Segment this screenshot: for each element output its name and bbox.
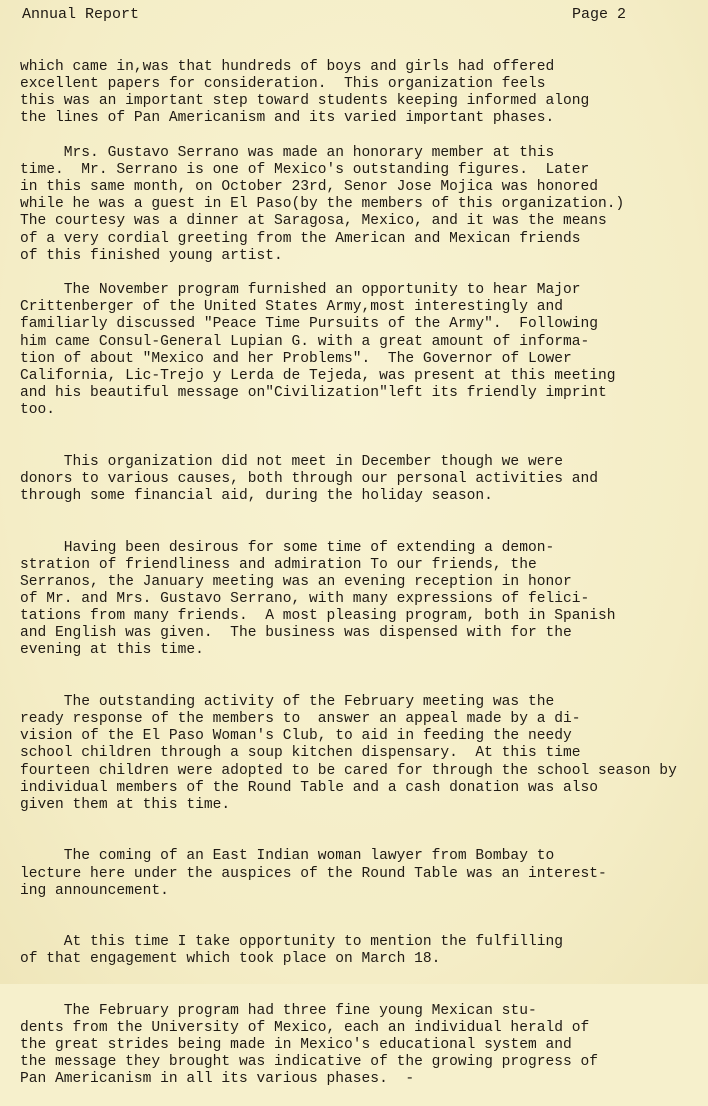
text-line: The November program furnished an opportunity to hear Major bbox=[20, 282, 581, 299]
text-line: stration of friendliness and admiration To our friends, the bbox=[20, 556, 537, 573]
paragraph bbox=[20, 282, 692, 419]
text-line: the lines of Pan Americanism and its varied important phases. bbox=[20, 110, 555, 127]
text-line bbox=[20, 986, 692, 1003]
paragraph bbox=[20, 522, 692, 659]
text-line: and English was given. The business was dispensed with for the bbox=[20, 625, 572, 642]
text-line bbox=[20, 522, 692, 539]
text-line: while he was a guest in El Paso(by the members of this organization.) bbox=[20, 196, 625, 213]
paragraph bbox=[20, 59, 692, 128]
text-line: of Mr. and Mrs. Gustavo Serrano, with many expressions of felici- bbox=[20, 590, 590, 607]
page-header bbox=[22, 6, 626, 26]
text-line: At this time I take opportunity to mention the fulfilling bbox=[20, 934, 563, 951]
text-line: Pan Americanism in all its various phases. - bbox=[20, 1071, 415, 1088]
text-line: given them at this time. bbox=[20, 796, 231, 813]
text-line: the great strides being made in Mexico's educational system and bbox=[20, 1037, 572, 1054]
text-line: lecture here under the auspices of the Round Table was an interest- bbox=[20, 865, 607, 882]
text-line: excellent papers for consideration. This organization feels bbox=[20, 76, 546, 93]
paragraph bbox=[20, 677, 692, 814]
report-body bbox=[20, 59, 692, 1106]
text-line: the message they brought was indicative of the growing progress of bbox=[20, 1054, 599, 1071]
text-line: too. bbox=[20, 402, 56, 419]
text-line: of this finished young artist. bbox=[20, 247, 283, 264]
text-line: ready response of the members to answer an appeal made by a di- bbox=[20, 711, 581, 728]
text-line: individual members of the Round Table and a cash donation was also bbox=[20, 779, 599, 796]
text-line: him came Consul-General Lupian G. with a great amount of informa- bbox=[20, 333, 590, 350]
text-line: Serranos, the January meeting was an evening reception in honor bbox=[20, 573, 572, 590]
text-line: The coming of an East Indian woman lawyer from Bombay to bbox=[20, 848, 555, 865]
text-line: in this same month, on October 23rd, Senor Jose Mojica was honored bbox=[20, 179, 599, 196]
text-line: Having been desirous for some time of extending a demon- bbox=[20, 539, 555, 556]
text-line: fourteen children were adopted to be cared for through the school season by bbox=[20, 762, 677, 779]
text-line bbox=[20, 831, 692, 848]
paragraph bbox=[20, 917, 692, 968]
paragraph bbox=[20, 986, 692, 1089]
text-line: Mrs. Gustavo Serrano was made an honorary member at this bbox=[20, 144, 555, 161]
paragraph bbox=[20, 831, 692, 900]
text-line: school children through a soup kitchen dispensary. At this time bbox=[20, 745, 581, 762]
text-line: of a very cordial greeting from the American and Mexican friends bbox=[20, 230, 581, 247]
text-line: donors to various causes, both through our personal activities and bbox=[20, 470, 599, 487]
text-line: tations from many friends. A most pleasing program, both in Spanish bbox=[20, 608, 616, 625]
text-line: Crittenberger of the United States Army,most interestingly and bbox=[20, 299, 563, 316]
text-line: ing announcement. bbox=[20, 882, 169, 899]
text-line: vision of the El Paso Woman's Club, to aid in feeding the needy bbox=[20, 728, 572, 745]
text-line: tion of about "Mexico and her Problems". The Governor of Lower bbox=[20, 350, 572, 367]
text-line: The outstanding activity of the February meeting was the bbox=[20, 693, 555, 710]
text-line: dents from the University of Mexico, each an individual herald of bbox=[20, 1020, 590, 1036]
text-line: California, Lic-Trejo y Lerda de Tejeda, was present at this meeting bbox=[20, 367, 616, 384]
text-line: and his beautiful message on"Civilization"left its friendly imprint bbox=[20, 385, 607, 402]
text-line: of that engagement which took place on March 18. bbox=[20, 951, 441, 968]
paragraph bbox=[20, 437, 692, 506]
report-title: Annual Report bbox=[22, 6, 140, 23]
text-line: through some financial aid, during the holiday season. bbox=[20, 488, 493, 504]
text-line: this was an important step toward students keeping informed along bbox=[20, 93, 590, 110]
text-line bbox=[20, 917, 692, 934]
text-line: The courtesy was a dinner at Saragosa, Mexico, and it was the means bbox=[20, 213, 607, 230]
text-line: The February program had three fine young Mexican stu- bbox=[20, 1002, 537, 1019]
text-line: familiarly discussed "Peace Time Pursuits of the Army". Following bbox=[20, 316, 599, 333]
page-number: Page 2 bbox=[571, 6, 626, 23]
text-line: time. Mr. Serrano is one of Mexico's outstanding figures. Later bbox=[20, 161, 590, 178]
paragraph bbox=[20, 145, 692, 265]
text-line bbox=[20, 437, 692, 454]
text-line: This organization did not meet in December though we were bbox=[20, 453, 563, 470]
text-line: evening at this time. bbox=[20, 642, 204, 659]
text-line: which came in,was that hundreds of boys and girls had offered bbox=[20, 59, 555, 75]
text-line bbox=[20, 677, 692, 694]
